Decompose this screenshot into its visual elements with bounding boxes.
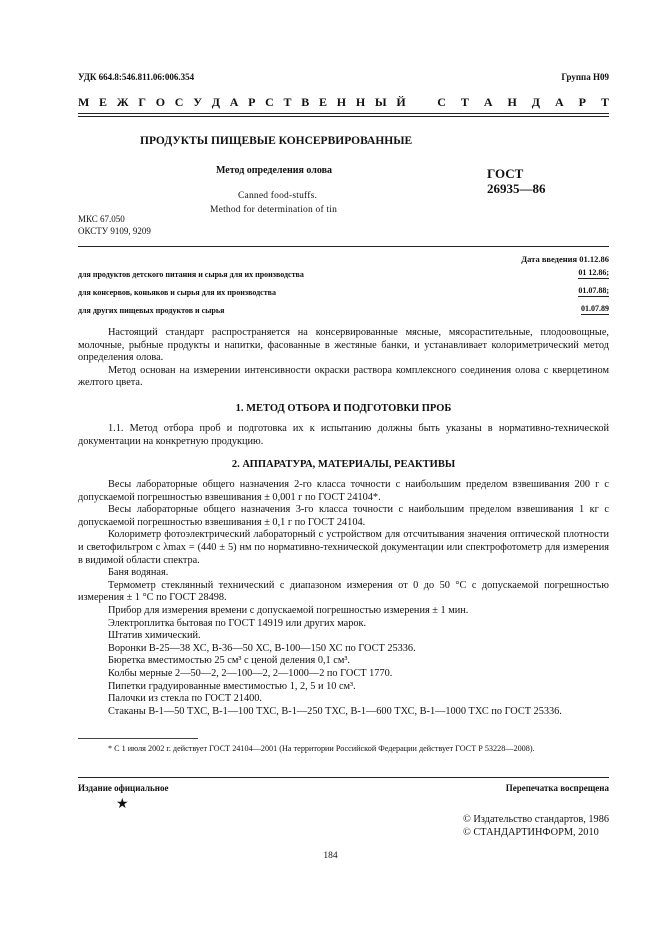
equipment-item: Колориметр фотоэлектрический лабораторный с устройством для отсчитывания значения оптической плотности и светофильтром с λmax = (440 ± 5) нм по нормативно-технической документации или спектрофотометр для измерения в видимой области спектра.	[78, 529, 609, 566]
equipment-item: Термометр стеклянный технический с диапазоном измерения от 0 до 50 °С с допускаемой погрешностью измерения ± 1 °С по ГОСТ 28498.	[78, 579, 609, 604]
date-row	[78, 268, 609, 279]
equipment-item: Пипетки градуированные вместимостью 1, 2, 5 и 10 см³.	[108, 680, 356, 692]
banner-letter: В	[301, 95, 310, 109]
equipment-item: Воронки В-25—38 ХС, В-36—50 ХС, В-100—150 ХС по ГОСТ 25336.	[108, 642, 416, 654]
banner-letter: Р	[578, 95, 586, 109]
banner-letter: Е	[99, 95, 108, 109]
banner-letter: Ж	[116, 95, 129, 109]
banner-letter: С	[437, 95, 446, 109]
section-paragraph: 1.1. Метод отбора проб и подготовка их к испытанию должны быть указаны в нормативно-технической документации на конкретную продукцию.	[78, 423, 609, 447]
banner-letter: Ы	[374, 95, 387, 109]
okstu-code: ОКСТУ 9109, 9209	[78, 226, 151, 236]
effective-date: Дата введения 01.12.86	[521, 254, 609, 264]
date-row-label: для консервов, коньяков и сырья для их производства	[78, 288, 276, 297]
english-title-line2: Method for determination of tin	[210, 205, 338, 215]
reprint-prohibited-label: Перепечатка воспрещена	[505, 783, 609, 793]
banner-letter: М	[78, 95, 90, 109]
banner-letter: Д	[531, 95, 541, 109]
banner-letter: О	[155, 95, 166, 109]
section2-text	[78, 479, 609, 718]
document-subtitle: Метод определения олова	[216, 165, 333, 176]
equipment-item: Штатив химический.	[108, 630, 201, 642]
banner-letter: Г	[138, 95, 147, 109]
banner-letter: Н	[507, 95, 517, 109]
classification-codes	[78, 213, 151, 237]
equipment-item: Электроплитка бытовая по ГОСТ 14919 или других марок.	[108, 617, 367, 629]
star-icon: ★	[116, 797, 129, 812]
banner-letter: Т	[600, 95, 609, 109]
date-row-value: 01.07.89	[581, 304, 609, 313]
page-number: 184	[323, 851, 338, 861]
interstate-standard-banner	[78, 95, 609, 110]
english-title-line1: Canned food-stuffs.	[238, 191, 318, 201]
group-code: Группа Н09	[561, 72, 609, 82]
udk-code: УДК 664.8:546.811.06:006.354	[78, 72, 195, 82]
footer-rule	[78, 777, 609, 778]
dates-rule	[78, 246, 609, 247]
equipment-item: Весы лабораторные общего назначения 2-го класса точности с наибольшим пределом взвешивания 200 г с допускаемой погрешностью взвешивания ± 0,001 г по ГОСТ 24104*.	[78, 479, 609, 503]
banner-letter: С	[174, 95, 184, 109]
copyright-line: © СТАНДАРТИНФОРМ, 2010	[463, 827, 599, 838]
date-row	[78, 304, 609, 315]
equipment-item: Прибор для измерения времени с допускаемой погрешностью измерения ± 1 мин.	[108, 604, 469, 616]
official-edition-label: Издание официальное	[78, 783, 169, 793]
banner-letter: Р	[248, 95, 256, 109]
banner-letter: Е	[319, 95, 328, 109]
equipment-item: Колбы мерные 2—50—2, 2—100—2, 2—1000—2 по ГОСТ 1770.	[108, 667, 393, 679]
equipment-item: Стаканы В-1—50 ТХС, В-1—100 ТХС, В-1—250 ТХС, В-1—600 ТХС, В-1—1000 ТХС по ГОСТ 25336.	[108, 705, 562, 717]
gost-label: ГОСТ	[487, 166, 524, 181]
date-row-label: для продуктов детского питания и сырья для их производства	[78, 270, 304, 279]
equipment-item: Баня водяная.	[108, 567, 169, 579]
date-row-value: 01 12.86;	[578, 268, 609, 277]
intro-paragraph: Настоящий стандарт распространяется на консервированные мясные, мясорастительные, плодоовощные, молочные, рыбные продукты и напитки, фасованные в жестяные банки, и устанавливает колориметрический метод определения олова.	[78, 327, 609, 364]
section-heading: 2. АППАРАТУРА, МАТЕРИАЛЫ, РЕАКТИВЫ	[231, 459, 456, 470]
intro-paragraph: Метод основан на измерении интенсивности окраски раствора комплексного соединения олова с кверцетином желтого цвета.	[78, 364, 609, 389]
banner-letter: Н	[336, 95, 347, 109]
document-title: ПРОДУКТЫ ПИЩЕВЫЕ КОНСЕРВИРОВАННЫЕ	[140, 135, 413, 147]
banner-letter: Т	[460, 95, 469, 109]
banner-letter: У	[193, 95, 202, 109]
header-rule-bottom	[78, 116, 609, 117]
intro-text	[78, 327, 609, 390]
banner-letter: А	[229, 95, 239, 109]
banner-letter: А	[555, 95, 564, 109]
banner-letter: С	[265, 95, 274, 109]
copyright-line: © Издательство стандартов, 1986	[463, 814, 609, 825]
section1-text	[78, 423, 609, 448]
gost-number: 26935—86	[487, 181, 546, 196]
equipment-item: Палочки из стекла по ГОСТ 21400.	[108, 693, 263, 705]
banner-letter: Й	[396, 95, 406, 109]
equipment-item: Весы лабораторные общего назначения 3-го класса точности с наибольшим пределом взвешивания 1 кг с допускаемой погрешностью взвешивания ± 0,1 г по ГОСТ 24104.	[78, 504, 609, 528]
mks-code: МКС 67.050	[78, 214, 125, 224]
date-row	[78, 286, 609, 297]
footnote: * С 1 июля 2002 г. действует ГОСТ 24104—2001 (На территории Российской Федерации действует ГОСТ Р 53228—2008).	[108, 744, 535, 753]
equipment-item: Бюретка вместимостью 25 см³ с ценой деления 0,1 см³.	[108, 655, 351, 667]
banner-letter: Н	[355, 95, 366, 109]
banner-letter: Т	[283, 95, 292, 109]
header-rule-top	[78, 113, 609, 114]
banner-letter: А	[483, 95, 493, 109]
footnote-rule	[78, 738, 198, 739]
date-row-value: 01.07.88;	[578, 286, 609, 295]
section-heading: 1. МЕТОД ОТБОРА И ПОДГОТОВКИ ПРОБ	[235, 403, 452, 414]
date-row-label: для других пищевых продуктов и сырья	[78, 306, 225, 315]
copyright-block	[463, 813, 609, 839]
banner-letter: Д	[211, 95, 220, 109]
